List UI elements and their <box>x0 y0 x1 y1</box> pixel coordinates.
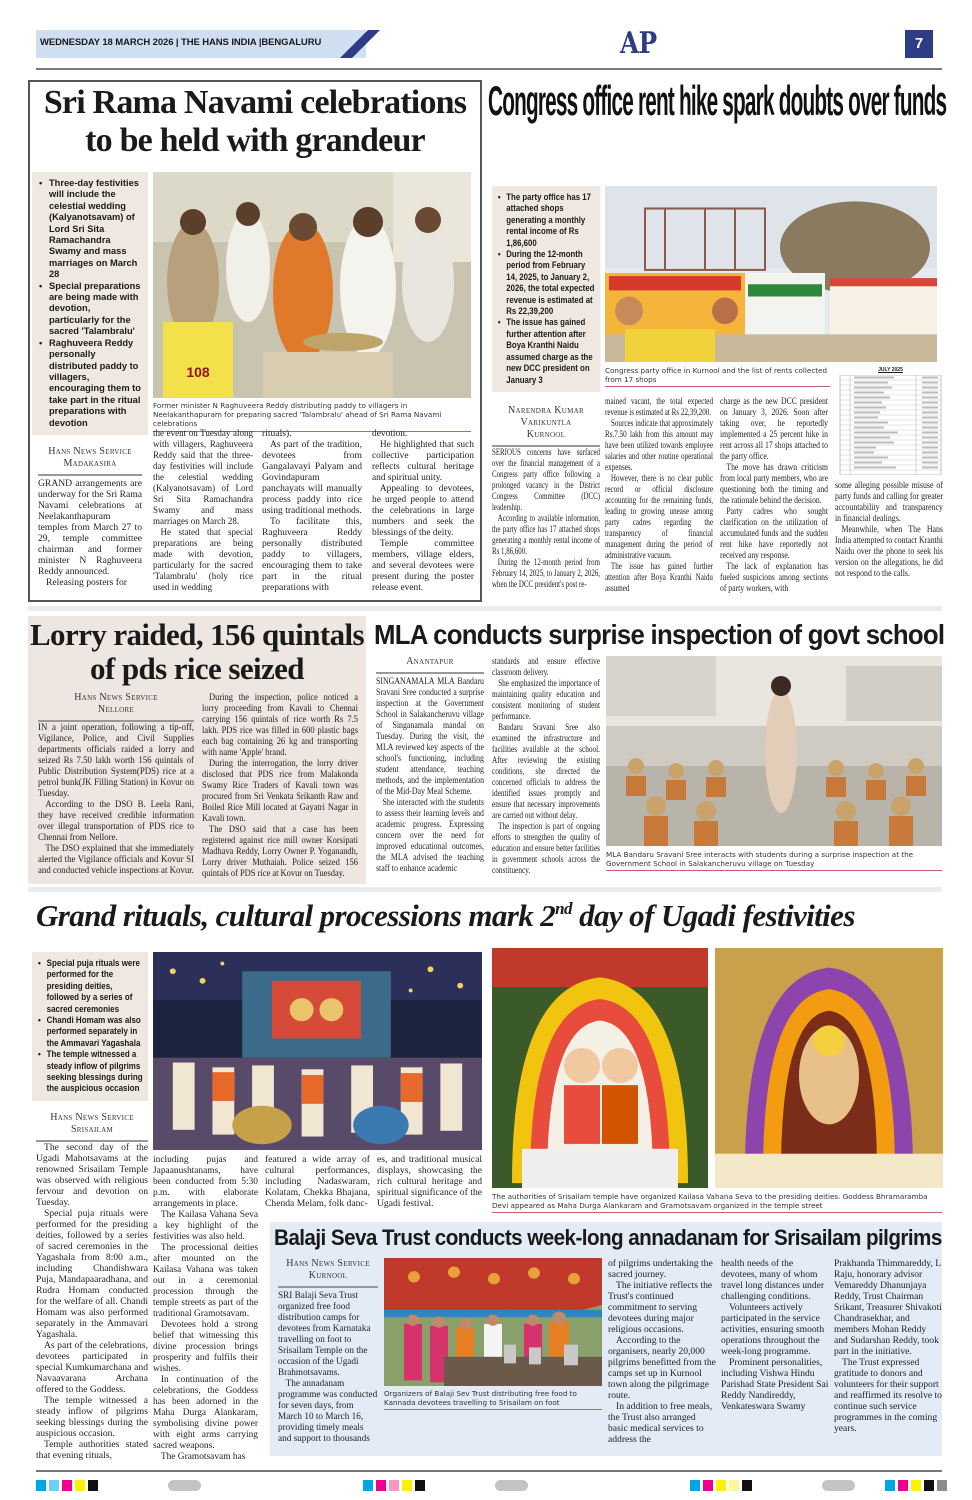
highlight-item: • The party office has 17 attached shops generating a monthly rental income of Rs 1,86,600 <box>496 192 596 249</box>
article-column <box>492 447 600 590</box>
color-swatch <box>363 1480 373 1491</box>
paragraph: The temple witnessed a steady inflow of pilgrims seeking blessings during the auspicious occasion. <box>36 1395 148 1439</box>
paragraph: The second day of the Ugadi Mahotsavams at the renowned Srisailam Temple was observed with religious fervour and devotion on Tuesday. <box>36 1142 148 1208</box>
highlight-item: • Special preparations are being made with devotion, particularly for the sacred 'Talambralu' <box>37 281 143 338</box>
paragraph: IN a joint operation, following a tip-off, Vigilance, Police, and Civil Supplies departments officials raided a lorry and seized Rs 7.50 lakh worth 156 quintals of Public Distribution System(PDS) rice at a petrol bunk(JK Filling Station) in Kovur on Tuesday. <box>38 722 194 799</box>
paragraph: The Kailasa Vahana Seva a key highlight of the festivities was also held. <box>153 1209 258 1242</box>
highlight-item: • Three-day festivities will include the celestial wedding (Kalyanotsavam) of Lord Sri Sita Ramachandra Swamy and mass marriages on March 28 <box>37 178 143 281</box>
paragraph: He highlighted that such collective participation reflects cultural heritage and spiritual unity. <box>372 439 474 483</box>
color-swatch <box>716 1480 726 1491</box>
color-swatch <box>703 1480 713 1491</box>
byline-congress <box>492 405 600 447</box>
article-column <box>721 1258 829 1412</box>
paragraph: As part of the tradition, devotees from Gangalavayi Palyam and Govindapuram panchayats will manually process paddy into rice using traditional methods. <box>262 439 362 516</box>
article-column <box>278 1290 378 1444</box>
color-registration-mark <box>690 1480 752 1491</box>
article-column <box>492 656 600 876</box>
article-column <box>202 692 358 879</box>
photo-paddy-distribution <box>153 172 471 398</box>
byline-place: Kurnool <box>526 429 566 440</box>
color-swatch <box>729 1480 739 1491</box>
article-column <box>262 428 362 593</box>
paragraph: es, and traditional musical displays, showcasing the rich cultural heritage and spiritual significance of the Ugadi festival. <box>377 1154 482 1209</box>
section-title: AP <box>620 26 657 61</box>
paragraph: The inspection is part of ongoing efforts to strengthen the quality of education and ensure better facilities in government schools across the constituency. <box>492 821 600 876</box>
paragraph: of pilgrims undertaking the sacred journey. <box>608 1258 713 1280</box>
rent-list-image <box>838 366 943 476</box>
headline-mla-inspection: MLA conducts surprise inspection of govt school <box>374 619 945 650</box>
byline-author: Narendra Kumar <box>508 405 584 416</box>
paragraph: The initiative reflects the Trust's continued commitment to serving devotees during major religious occasions. <box>608 1280 713 1335</box>
color-swatch <box>924 1480 934 1491</box>
paragraph: Releasing posters for <box>46 577 127 588</box>
caption-congress: Congress party office in Kurnool and the list of rents collected from 17 shops <box>605 366 830 387</box>
paragraph: GRAND arrangements are underway for the Sri Rama Navami celebrations at Neelakanthapuram temples from March 27 to 29, temple committee chairman and former minister N Raghuveera Reddy announced. <box>38 478 142 577</box>
byline-agency: Hans News Service <box>286 1258 370 1269</box>
byline-mla <box>376 656 484 674</box>
photo-sign-text: 108 <box>186 364 210 380</box>
paragraph: According to available information, the party office has 17 attached shops generating a monthly rental income of Rs 1,86,600. <box>492 513 600 557</box>
headline-ugadi-part2: day of Ugadi festivities <box>571 898 855 933</box>
paragraph: Party cadres who sought clarification on the utilization of accumulated funds and the sudden rent hike have reportedly not received any response. <box>720 506 828 561</box>
photo-procession-night <box>153 952 482 1150</box>
paragraph: According to the organisers, nearly 20,000 pilgrims benefitted from the camps set up in Kurnool town along the pilgrimage route. <box>608 1335 716 1401</box>
article-column <box>153 428 253 593</box>
paragraph: The lack of explanation has fueled suspicions among sections of party workers, with <box>720 561 828 594</box>
paragraph: The annadanam programme was conducted for seven days, from March 10 to March 16, providing timely meals and support to thousands <box>278 1378 378 1444</box>
byline-author-surname: Varikuntla <box>520 417 572 428</box>
byline-lorry <box>38 692 194 722</box>
paragraph: As part of the celebrations, devotees participated in special Kumkumarchana and Navaavarana Archana offered to the Goddess. <box>36 1340 148 1395</box>
section-divider <box>28 606 942 611</box>
article-column <box>608 1258 716 1445</box>
color-swatch <box>885 1480 895 1491</box>
article-column <box>36 1142 148 1461</box>
paragraph: During the inspection, police noticed a lorry proceeding from Kavali to Chennai carrying 156 quintals of rice worth Rs 7.5 lakh. PDS rice was filled in 600 plastic bags each bag containing 26 kg and transporting with name 'Apple' brand. <box>202 692 358 758</box>
photo-school-inspection <box>606 656 942 846</box>
article-column <box>372 428 474 593</box>
article-column <box>720 396 828 594</box>
paragraph: She emphasized the importance of maintaining quality education and consistent monitoring of student performance. <box>492 678 600 722</box>
highlight-item: • During the 12-month period from February 14, 2025, to January 2, 2026, the total expected revenue is estimated at Rs 22,39,200 <box>496 249 596 317</box>
paragraph: Meanwhile, when The Hans India attempted to contact Kranthi Naidu over the phone to seek his version on the allegations, he did not respond to the calls. <box>835 524 943 579</box>
section-divider <box>28 887 942 892</box>
caption-rama-navami: Former minister N Raghuveera Reddy distributing paddy to villagers in Neelakanthapuram for preparing sacred 'Talambralu' ahead of Sri Rama Navami celebrations <box>153 401 471 432</box>
paragraph: Appealing to devotees, he urged people to attend the celebrations in large numbers and seek the blessings of the deity. <box>372 483 474 538</box>
byline-rama-navami <box>38 446 142 476</box>
highlight-item: • Raghuveera Reddy personally distributed paddy to villagers, encouraging them to take part in the ritual preparations with devotion <box>37 338 143 429</box>
paragraph: including pujas and Japaanushtanams, have been conducted from 5:30 p.m. with elaborate arrangements in place. <box>153 1154 258 1209</box>
highlights-rama-navami <box>32 172 148 435</box>
headline-lorry-raided: Lorry raided, 156 quintals of pds rice seized <box>29 617 365 686</box>
article-column <box>835 480 943 579</box>
highlights-ugadi <box>32 952 148 1101</box>
paragraph: During the 12-month period from February 14, 2025, to January 2, 2026, when the DCC president's post re- <box>492 557 600 590</box>
photo-annadanam <box>384 1258 602 1386</box>
registration-pill <box>168 1480 201 1491</box>
color-swatch <box>62 1480 72 1491</box>
caption-ugadi: The authorities of Srisailam temple have organized Kailasa Vahana Seva to the presiding deities. Goddess Bhramaramba Devi appeared as Maha Durga Alankaram and Gramotsavam organized in the temple street <box>492 1192 942 1213</box>
paragraph: charge as the new DCC president on January 3, 2026. Soon after taking over, he reportedly implemented a 25 percent hike in rent across all 17 shops attached to the party office. <box>720 396 828 462</box>
color-registration-mark <box>36 1480 98 1491</box>
article-column <box>38 722 194 876</box>
paragraph: Prominent personalities, including Vishwa Hindu Parishad State President Sai Reddy Nandireddy, Venkateswara Swamy <box>721 1357 829 1412</box>
paragraph: In addition to free meals, the Trust also arranged basic medical services to address the <box>608 1401 713 1445</box>
highlight-item: • The temple witnessed a steady inflow of pilgrims seeking blessings during the auspicious occasion <box>36 1049 143 1095</box>
paragraph: The DSO explained that she immediately alerted the Vigilance officials and Kovur SI and conducted vehicle inspections at Kovur. <box>38 843 194 876</box>
color-swatch <box>742 1480 752 1491</box>
masthead-rule <box>36 68 942 70</box>
paragraph: Special puja rituals were performed for the presiding deities, followed by a series of sacred ceremonies in the Yagashala from 8:00 a.m., including Chandishwara Puja, Mandapaaradhana, and Rudra Homam conducted for the welfare of all. Chandi Homam was also performed separately in the Ammavari Yagashala. <box>36 1208 148 1340</box>
color-swatch <box>402 1480 412 1491</box>
footer-rule <box>36 1470 942 1472</box>
paragraph: mained vacant, the total expected revenue is estimated at Rs 22,39,200. <box>605 396 713 418</box>
article-column <box>38 478 142 588</box>
color-swatch <box>75 1480 85 1491</box>
headline-congress-office: Congress office rent hike spark doubts over funds <box>488 77 947 124</box>
article-column <box>605 396 713 594</box>
highlight-item: • Chandi Homam was also performed separately in the Ammavari Yagashala <box>36 1015 143 1049</box>
color-swatch <box>88 1480 98 1491</box>
color-swatch <box>415 1480 425 1491</box>
paragraph: health needs of the devotees, many of whom travel long distances under challenging conditions. <box>721 1258 825 1302</box>
paragraph: The Gramotsavam has <box>160 1451 246 1462</box>
highlight-item: • Special puja rituals were performed for the presiding deities, followed by a series of sacred ceremonies <box>36 958 143 1015</box>
paragraph: SERIOUS concerns have surfaced over the financial management of a Congress party office following a prolonged vacancy in the District Congress Committee (DCC) leadership. <box>492 447 600 513</box>
paragraph: Bandaru Sravani Sree also examined the infrastructure and facilities available at the school. After reviewing the existing conditions, she directed the concerned officials to address the identified issues promptly and ensure that necessary improvements are carried out without delay. <box>492 722 600 821</box>
paragraph: Sources indicate that approximately Rs.7.50 lakh from this amount may have been utilized towards employee salaries and other routine operational expenses. <box>605 418 713 473</box>
byline-place: Nellore <box>97 704 135 715</box>
paragraph: The DSO said that a case has been registered against rice mill owner Korsipati Madhava Reddy, Lorry Owner P. Yoganandh, Lorry driver Muthaiah. Police seized 156 quintals of PDS rice at Kovur on Tuesday. <box>202 824 358 879</box>
highlight-item: • The issue has gained further attention after Boya Kranthi Naidu assumed charge as the new DCC president on January 3 <box>496 317 596 385</box>
byline-place: Kurnool <box>308 1270 348 1281</box>
photo-kailasa-vahana <box>715 948 943 1188</box>
headline-ugadi-ordinal: nd <box>555 899 572 918</box>
paragraph: Temple authorities stated that evening rituals, <box>36 1439 148 1461</box>
paragraph: He stated that special preparations are being made with devotion, particularly for the sacred 'Talambralu' (holy rice used in wedding <box>153 527 253 593</box>
headline-ugadi <box>36 894 942 938</box>
byline-agency: Hans News Service <box>74 692 158 703</box>
paragraph: The processional deities after mounted on the Kailasa Vahana was taken out in a ceremonial procession through the temple streets as part of the traditional Gramotsavam. <box>153 1242 258 1319</box>
paragraph: Temple committee members, village elders, and several devotees were present during the poster release event. <box>372 538 474 593</box>
paragraph: some alleging possible misuse of party funds and calling for greater accountability and transparency in financial dealings. <box>835 480 943 524</box>
registration-pill <box>495 1480 528 1491</box>
color-swatch <box>898 1480 908 1491</box>
paragraph: Volunteers actively participated in the service activities, ensuring smooth operations throughout the week-long programme. <box>721 1302 825 1357</box>
article-column <box>265 1154 370 1209</box>
masthead-dateline: WEDNESDAY 18 MARCH 2026 | THE HANS INDIA |BENGALURU <box>40 37 322 48</box>
headline-ugadi-part1: Grand rituals, cultural processions mark 2 <box>36 898 556 933</box>
byline-balaji <box>278 1258 378 1288</box>
byline-agency: Hans News Service <box>50 1112 134 1123</box>
photo-congress-office <box>605 186 937 362</box>
byline-ugadi <box>36 1112 148 1142</box>
paragraph: devotion. <box>372 428 408 439</box>
color-swatch <box>690 1480 700 1491</box>
registration-pill <box>822 1480 855 1491</box>
paragraph: However, there is no clear public record or official disclosure accounting for the remaining funds, leading to growing unease among party cadres regarding the transparency of financial management during the period of administrative vacuum. <box>605 473 713 561</box>
paragraph: The issue has gained further attention after Boya Kranthi Naidu assumed <box>605 561 713 594</box>
color-swatch <box>911 1480 921 1491</box>
color-swatch <box>49 1480 59 1491</box>
paragraph: standards and ensure effective classroom delivery. <box>492 656 600 678</box>
paragraph: Prakhanda Thimmareddy, L Raju, honorary advisor Vemareddy Dhanunjaya Reddy, Trust Chairman Srikant, Treasurer Shivakoti Chandrasekhar, and members Mohan Reddy and Sudarshan Reddy, took part in the initiative. <box>834 1258 942 1357</box>
article-column <box>834 1258 942 1434</box>
caption-mla: MLA Bandaru Sravani Sree interacts with students during a surprise inspection at the Government School in Salakancheruvu village on Tuesday <box>606 850 942 871</box>
paragraph: SRI Balaji Seva Trust organized free food distribution camps for devotees from Karnataka travelling on foot to Srisailam Temple on the occasion of the Ugadi Brahmotsavams. <box>278 1290 371 1378</box>
rent-list-heading: JULY 2025 <box>878 367 903 373</box>
color-swatch <box>937 1480 947 1491</box>
paragraph: rituals). <box>262 428 292 439</box>
article-column <box>153 1154 258 1462</box>
paragraph: To facilitate this, Raghuveera Reddy personally distributed paddy to villagers, encouraging them to take part in the ritual preparations with <box>262 516 362 593</box>
color-swatch <box>389 1480 399 1491</box>
paragraph: The Trust expressed gratitude to donors and volunteers for their support and reaffirmed its resolve to continue such service programmes in the coming years. <box>834 1357 942 1434</box>
paragraph: The move has drawn criticism from local party members, who are questioning both the timing and the rationale behind the decision. <box>720 462 828 506</box>
paragraph: the event on Tuesday along with villagers, Raghuveera Reddy said that the three-day festivities will include the celestial wedding (Kalyanotsavam) of Lord Sri Sita Ramachandra Swamy and mass marriages on March 28. <box>153 428 253 527</box>
headline-rama-navami: Sri Rama Navami celebrations to be held with grandeur <box>43 84 467 159</box>
highlights-congress <box>492 186 600 392</box>
byline-place: Anantapur <box>406 656 454 667</box>
color-registration-mark <box>885 1480 947 1491</box>
color-swatch <box>376 1480 386 1491</box>
byline-place: Srisailam <box>70 1124 114 1135</box>
paragraph: In continuation of the celebrations, the Goddess has been adorned in the Maha Durga Alankaram, symbolising divine power with eight arms carrying sacred weapons. <box>153 1374 258 1451</box>
paragraph: featured a wide array of cultural performances, including Nadaswaram, Kolatam, Chekka Bhajana, Chenda Melam, folk danc- <box>265 1154 370 1209</box>
article-column <box>377 1154 482 1209</box>
byline-agency: Hans News Service <box>48 446 132 457</box>
paragraph: During the interrogation, the lorry driver disclosed that PDS rice from Malakonda Swamy Rice Traders of Kavali town was procured from Sri Venkata Srikanth Raw and Boiled Rice Mill located at Gayatri Nagar in Kavali town. <box>202 758 358 824</box>
article-column <box>376 676 484 874</box>
paragraph: According to the DSO B. Leela Rani, they have received credible information over illegal transportation of PDS rice to Chennai from Nellore. <box>38 799 194 843</box>
page-number: 7 <box>905 30 933 58</box>
headline-balaji-seva: Balaji Seva Trust conducts week-long annadanam for Srisailam pilgrims <box>274 1225 942 1250</box>
photo-goddess-alankaram <box>492 948 708 1188</box>
paragraph: She interacted with the students to assess their learning levels and academic progress. Expressing concern over the need for improved educational outcomes, the MLA advised the teaching staff to enhance academic <box>376 797 484 874</box>
paragraph: Devotees hold a strong belief that witnessing this divine procession brings prosperity and fulfils their wishes. <box>153 1319 258 1374</box>
byline-place: Madakasira <box>63 458 117 469</box>
paragraph: SINGANAMALA MLA Bandaru Sravani Sree conducted a surprise inspection at the Government School in Salakancheruvu village of Singanamala mandal on Tuesday. During the visit, the MLA reviewed key aspects of the school's functioning, including student attendance, teaching methods, and the implementation of the Mid-Day Meal Scheme. <box>376 676 484 797</box>
color-registration-mark <box>363 1480 425 1491</box>
caption-balaji: Organizers of Balaji Sev Trust distributing free food to Kannada devotees travelling to Srisailam on foot <box>384 1389 602 1410</box>
color-swatch <box>36 1480 46 1491</box>
